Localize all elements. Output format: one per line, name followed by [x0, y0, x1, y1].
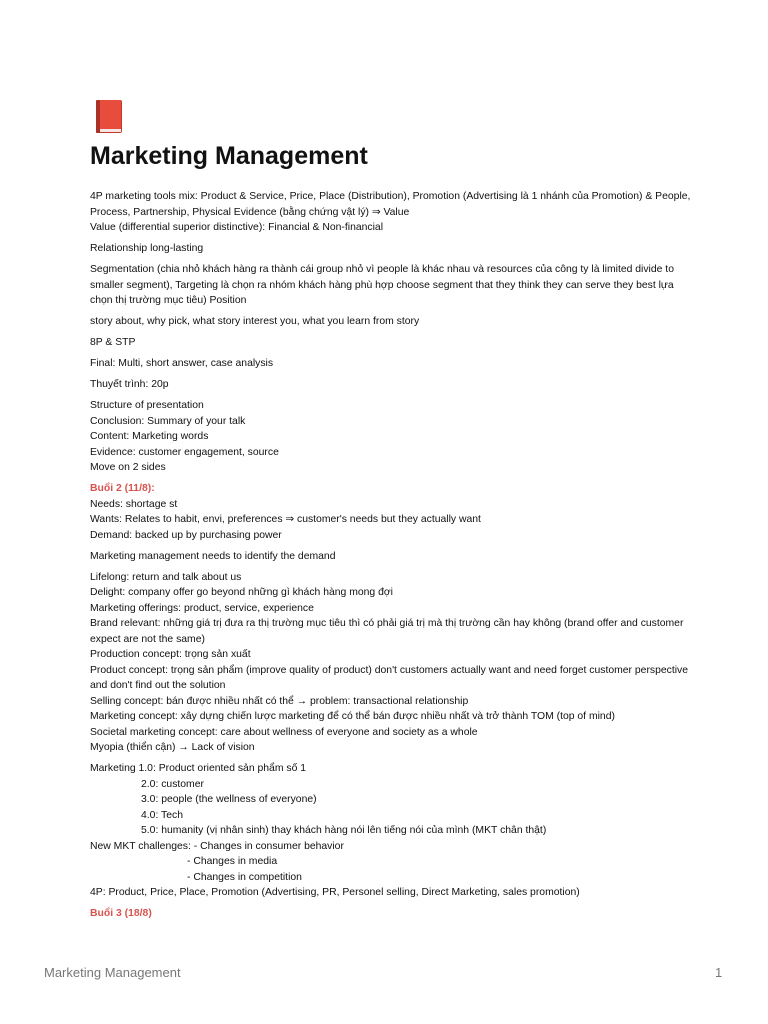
- text-line: 4.0: Tech: [141, 809, 183, 821]
- text-line: 4P: Product, Price, Place, Promotion (Advertising, PR, Personel selling, Direct Marketing, sales promotion): [90, 887, 580, 898]
- paragraph: [90, 335, 690, 351]
- paragraph: [90, 189, 690, 236]
- text-line: Evidence: customer engagement, source: [90, 446, 279, 458]
- paragraph: [90, 356, 690, 372]
- text-line: 2.0: customer: [141, 778, 204, 790]
- text-line: Wants: Relates to habit, envi, preferences ⇒ customer's needs but they actually want: [90, 514, 481, 525]
- red-book-icon: [95, 100, 123, 133]
- text-line: Marketing 1.0: Product oriented sản phẩm số 1: [90, 763, 307, 774]
- text-line: Content: Marketing words: [90, 431, 209, 442]
- paragraph: [90, 377, 690, 393]
- text-line: Marketing concept: xây dựng chiến lược marketing để có thể bán được nhiều nhất và trở thành TOM (top of mind): [90, 711, 615, 722]
- paragraph: [90, 570, 690, 756]
- text-line: 8P & STP: [90, 337, 136, 348]
- text-line: smaller segment), Targeting là chọn ra nhóm khách hàng phù hợp choose segment that they think they can serve they best lựa: [90, 279, 674, 291]
- text-line: Selling concept: bán được nhiều nhất có thể → problem: transactional relationship: [90, 695, 469, 707]
- paragraph: [90, 549, 690, 565]
- text-line: Value (differential superior distinctive): Financial & Non-financial: [90, 222, 384, 233]
- document-body: [90, 189, 690, 927]
- text-line: New MKT challenges: - Changes in consumer behavior: [90, 840, 344, 852]
- paragraph: [90, 262, 690, 309]
- page-number: 1: [715, 965, 723, 980]
- text-line: Structure of presentation: [90, 400, 204, 411]
- text-line: Lifelong: return and talk about us: [90, 571, 242, 583]
- text-line: Thuyết trình: 20p: [90, 379, 169, 390]
- paragraph: [90, 314, 690, 330]
- text-line: Needs: shortage st: [90, 498, 178, 510]
- text-line: Segmentation (chia nhỏ khách hàng ra thành cái group nhỏ vì people là khác nhau và resources của công ty là limited divide to: [90, 264, 674, 275]
- text-line: Conclusion: Summary of your talk: [90, 415, 246, 427]
- text-line: Move on 2 sides: [90, 462, 166, 473]
- text-line: Societal marketing concept: care about wellness of everyone and society as a whole: [90, 726, 478, 738]
- text-line: 4P marketing tools mix: Product & Service, Price, Place (Distribution), Promotion (Advertising là 1 nhánh của Promotion) & People,: [90, 191, 691, 202]
- paragraph: [90, 398, 690, 476]
- text-line: Delight: company offer go beyond những gì khách hàng mong đợi: [90, 587, 393, 598]
- page-title: Marketing Management: [90, 142, 368, 170]
- text-line: Brand relevant: những giá trị đưa ra thị trường mục tiêu thì có phải giá trị mà thị trường cần hay không (brand offer and customer: [90, 618, 684, 629]
- text-line: Final: Multi, short answer, case analysis: [90, 358, 274, 369]
- text-line: expect are not the same): [90, 633, 205, 645]
- text-line: chọn thị trường mục tiêu) Position: [90, 295, 247, 306]
- paragraph: [90, 241, 690, 257]
- section-heading: Buổi 2 (11/8):: [90, 483, 155, 494]
- section-3: [90, 906, 690, 922]
- text-line: Myopia (thiển cận) → Lack of vision: [90, 742, 255, 753]
- text-line: - Changes in media: [187, 856, 278, 867]
- section-heading: Buổi 3 (18/8): [90, 908, 152, 919]
- text-line: story about, why pick, what story interest you, what you learn from story: [90, 316, 420, 327]
- text-line: Marketing offerings: product, service, experience: [90, 602, 314, 614]
- text-line: Product concept: trọng sản phẩm (improve quality of product) don't customers actually want and need forget customer perspective: [90, 664, 689, 676]
- text-line: Demand: backed up by purchasing power: [90, 529, 282, 541]
- text-line: 5.0: humanity (vị nhân sinh) thay khách hàng nói lên tiếng nói của mình (MKT chân thật): [141, 825, 547, 836]
- text-line: 3.0: people (the wellness of everyone): [141, 794, 317, 805]
- text-line: Relationship long-lasting: [90, 243, 204, 254]
- text-line: - Changes in competition: [187, 871, 302, 883]
- text-line: Production concept: trọng sản xuất: [90, 649, 251, 660]
- footer-title: Marketing Management: [44, 965, 181, 980]
- paragraph: [90, 761, 690, 901]
- text-line: Marketing management needs to identify the demand: [90, 550, 336, 562]
- text-line: Process, Partnership, Physical Evidence (bằng chứng vật lý) ⇒ Value: [90, 206, 410, 218]
- text-line: and don't find out the solution: [90, 680, 226, 691]
- section-2: [90, 481, 690, 543]
